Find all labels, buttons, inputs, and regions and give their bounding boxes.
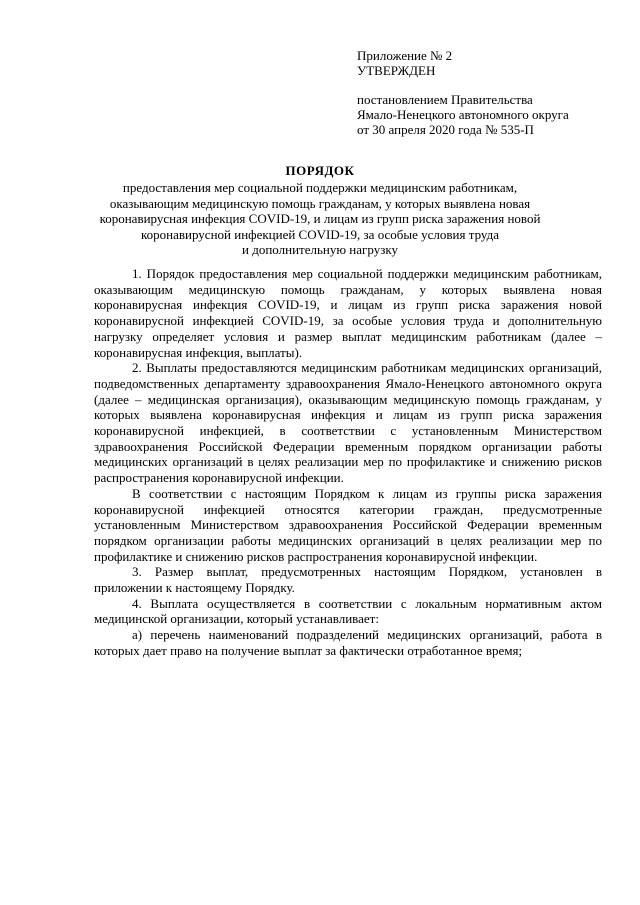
header-spacer — [357, 78, 627, 92]
decree-line-3: от 30 апреля 2020 года № 535-П — [357, 122, 534, 137]
document-subtitle — [80, 180, 560, 258]
decree-line-2: Ямало-Ненецкого автономного округа — [357, 107, 569, 122]
appendix-label: Приложение № 2 — [357, 48, 453, 63]
subtitle-line: коронавирусная инфекция COVID-19, и лицам из групп риска заражения новой — [99, 211, 541, 226]
paragraph-3: 3. Размер выплат, предусмотренных настоящим Порядком, установлен в приложении к настоящему Порядку. — [94, 564, 602, 596]
subtitle-line: оказывающим медицинскую помощь гражданам, у которых выявлена новая — [109, 195, 531, 211]
paragraph-1: 1. Порядок предоставления мер социальной поддержки медицинским работникам, оказывающим медицинскую помощь гражданам, у которых выявлена новая коронавирусная инфекция COVID-19, и лицам из групп риска заражения новой коронавирусной инфекцией COVID-19, за особые условия труда и дополнительную нагрузку определяет условия и размер выплат медицинским работникам (далее – коронавирусная инфекция, выплаты). — [94, 266, 602, 360]
paragraph-4: 4. Выплата осуществляется в соответствии с локальным нормативным актом медицинской организации, который устанавливает: — [94, 595, 602, 627]
paragraph-4a: а) перечень наименований подразделений медицинских организаций, работа в которых дает право на получение выплат за фактически отработанное время; — [94, 627, 602, 658]
decree-line-1: постановлением Правительства — [357, 92, 533, 107]
document-body — [94, 266, 602, 659]
subtitle-line: коронавирусной инфекцией COVID-19, за особые условия труда — [141, 226, 499, 242]
subtitle-line: и дополнительную нагрузку — [242, 242, 398, 257]
approval-header — [357, 48, 627, 137]
paragraph-2: 2. Выплаты предоставляются медицинским работникам медицинских организаций, подведомственных департаменту здравоохранения Ямало-Ненецкого автономного округа (далее – медицинская организация), оказывающим медицинскую помощь гражданам, у которых выявлена коронавирусная инфекция и лицам из групп риска заражения коронавирусной инфекцией, в соответствии с установленным Министерством здравоохранения Российской Федерации временным порядком организации работы медицинских организаций в целях реализации мер по профилактике и снижению рисков распространения коронавирусной инфекции. — [94, 360, 602, 486]
subtitle-line: предоставления мер социальной поддержки медицинским работникам, — [122, 180, 518, 195]
document-title: ПОРЯДОК — [285, 163, 355, 178]
approved-label: УТВЕРЖДЕН — [357, 63, 436, 78]
paragraph-2-continued: В соответствии с настоящим Порядком к лицам из группы риска заражения коронавирусной инфекцией относятся категории граждан, предусмотренные установленным Министерством здравоохранения Российской Федерации временным порядком организации работы медицинских организаций в целях реализации мер по профилактике и снижению рисков распространения коронавирусной инфекции. — [94, 485, 602, 564]
